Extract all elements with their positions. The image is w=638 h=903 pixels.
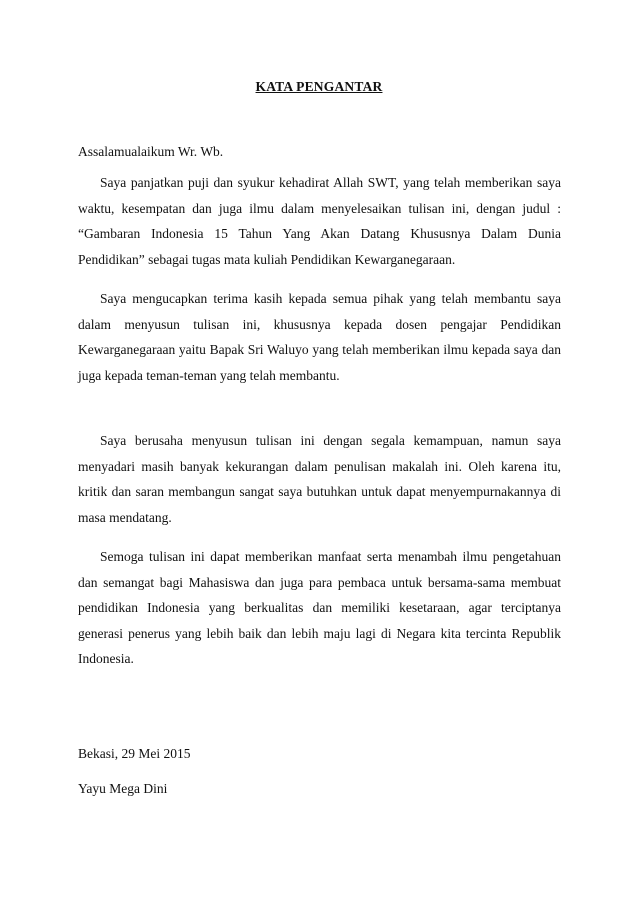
paragraph-thanks: Saya mengucapkan terima kasih kepada semua pihak yang telah membantu saya dalam menyusun tulisan ini, khususnya kepada dosen pengajar Pendidikan Kewarganegaraan yaitu Bapak Sri Waluyo yang telah memberikan ilmu kepada saya dan juga kepada teman-teman yang telah membantu. — [78, 291, 561, 383]
paragraph-hope: Semoga tulisan ini dapat memberikan manfaat serta menambah ilmu pengetahuan dan semangat bagi Mahasiswa dan juga para pembaca untuk bersama-sama membuat pendidikan Indonesia yang berkualitas dan memiliki kesetaraan, agar terciptanya generasi penerus yang lebih baik dan lebih maju lagi di Negara kita tercinta Republik Indonesia. — [78, 549, 561, 666]
place-date: Bekasi, 29 Mei 2015 — [78, 746, 191, 761]
paragraph-gratitude: Saya panjatkan puji dan syukur kehadirat Allah SWT, yang telah memberikan saya waktu, kesempatan dan juga ilmu dalam menyelesaikan tulisan ini, dengan judul : “Gambaran Indonesia 15 Tahun Yang Akan Datang Khususnya Dalam Dunia Pendidikan” sebagai tugas mata kuliah Pendidikan Kewarganegaraan. — [78, 175, 561, 267]
paragraph-critique: Saya berusaha menyusun tulisan ini dengan segala kemampuan, namun saya menyadari masih banyak kekurangan dalam penulisan makalah ini. Oleh karena itu, kritik dan saran membangun sangat saya butuhkan untuk dapat menyempurnakannya di masa mendatang. — [78, 433, 561, 525]
author-name: Yayu Mega Dini — [78, 781, 168, 796]
greeting: Assalamualaikum Wr. Wb. — [78, 144, 224, 159]
page-title: KATA PENGANTAR — [255, 79, 383, 94]
